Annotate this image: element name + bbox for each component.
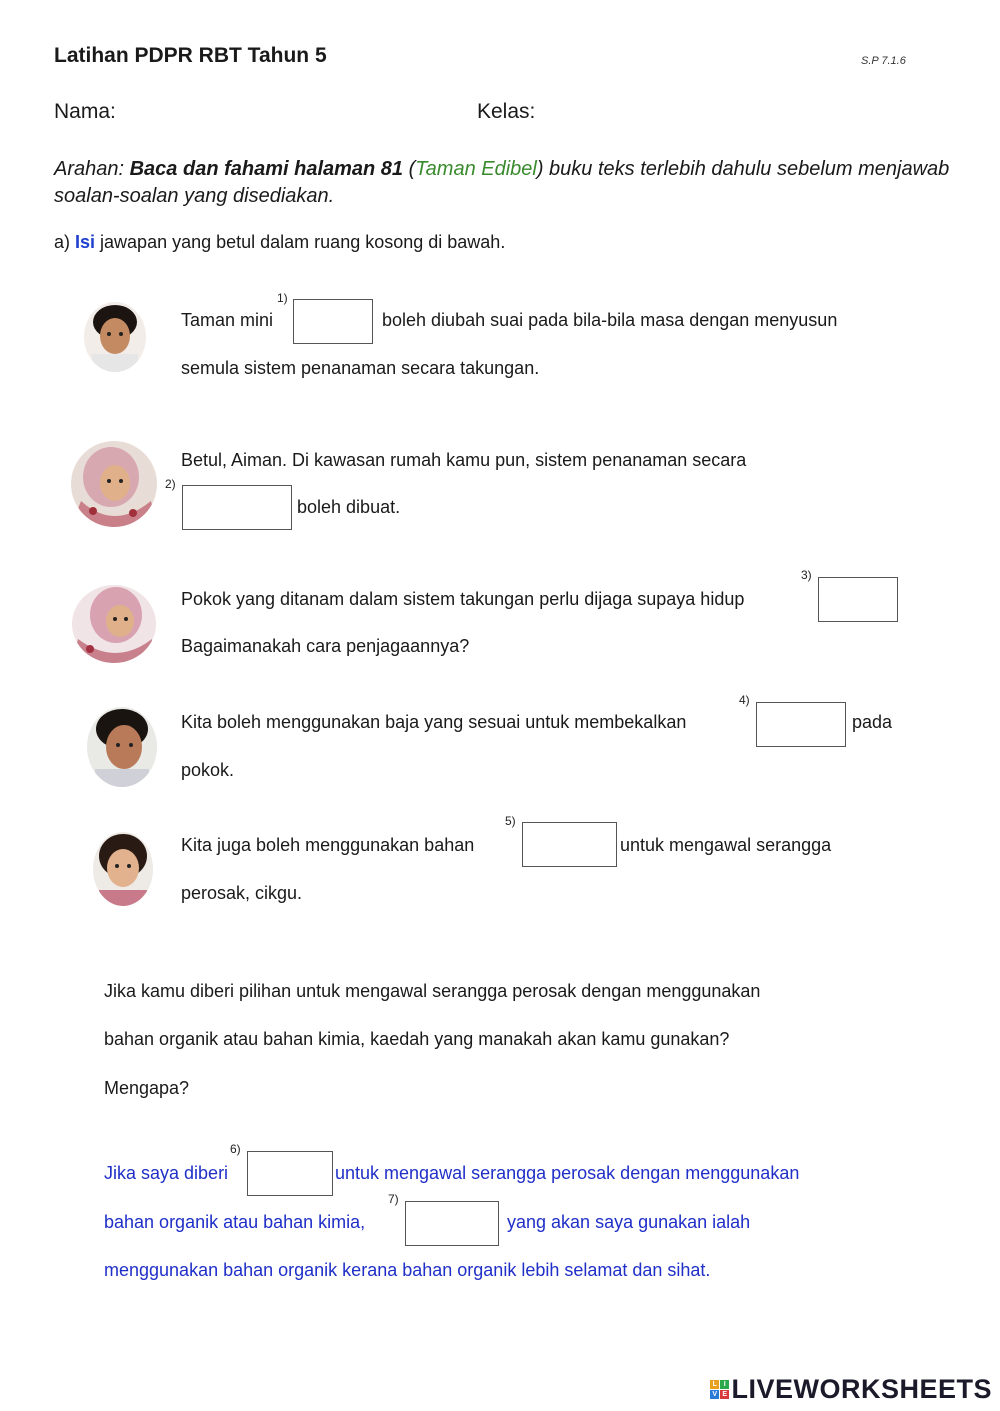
dialogue-3-text-before: Pokok yang ditanam dalam sistem takungan perlu dijaga supaya hidup — [181, 589, 745, 609]
isi-keyword: Isi — [75, 232, 96, 252]
instruction-rest: ) buku teks terlebih dahulu sebelum menjawab soalan-soalan yang disediakan. — [54, 158, 950, 207]
blank-number-2: 2) — [165, 477, 176, 491]
logo-mark-icon — [710, 1380, 729, 1399]
answer-box-5[interactable] — [522, 822, 617, 867]
liveworksheets-logo[interactable] — [710, 1374, 992, 1405]
blank-number-1: 1) — [277, 291, 288, 305]
dialogue-5-line-2: perosak, cikgu. — [181, 883, 303, 903]
instruction — [54, 156, 954, 210]
blank-number-3: 3) — [801, 568, 812, 582]
avatar-girl — [93, 832, 153, 906]
dialogue-4-text-after: pada — [852, 712, 893, 732]
part-a-instruction — [54, 232, 505, 253]
avatar-boy-2 — [87, 707, 157, 787]
nama-label: Nama: — [54, 100, 116, 123]
dialogue-5-text-after: untuk mengawal serangga — [620, 835, 832, 855]
dialogue-1-text-after: boleh diubah suai pada bila-bila masa dengan menyusun — [382, 310, 838, 330]
blank-number-7: 7) — [388, 1192, 399, 1206]
blank-number-4: 4) — [739, 693, 750, 707]
answer-box-1[interactable] — [293, 299, 373, 344]
instruction-paren: ( — [403, 158, 416, 180]
instruction-bold: Baca dan fahami halaman 81 — [129, 158, 404, 180]
dialogue-4-text-before: Kita boleh menggunakan baja yang sesuai untuk membekalkan — [181, 712, 687, 732]
avatar-teacher-2 — [72, 585, 156, 663]
worksheet-title: Latihan PDPR RBT Tahun 5 — [54, 44, 327, 67]
blank-number-5: 5) — [505, 814, 516, 828]
instruction-prefix: Arahan: — [54, 158, 130, 180]
blank-number-6: 6) — [230, 1142, 241, 1156]
question-line-3: Mengapa? — [104, 1078, 190, 1098]
dialogue-1-line-2: semula sistem penanaman secara takungan. — [181, 358, 540, 378]
kelas-label: Kelas: — [477, 100, 536, 123]
dialogue-3-line-2: Bagaimanakah cara penjagaannya? — [181, 636, 470, 656]
answer-line-1-after: untuk mengawal serangga perosak dengan menggunakan — [335, 1163, 800, 1183]
answer-box-2[interactable] — [182, 485, 292, 530]
avatar-teacher — [71, 441, 157, 527]
part-a-label: a) — [54, 232, 76, 252]
answer-line-2-before: bahan organik atau bahan kimia, — [104, 1212, 366, 1232]
avatar-boy-1 — [84, 302, 146, 372]
question-line-2: bahan organik atau bahan kimia, kaedah yang manakah akan kamu gunakan? — [104, 1029, 730, 1049]
logo-mark-i: I — [720, 1380, 729, 1389]
answer-box-7[interactable] — [405, 1201, 499, 1246]
answer-line-2-after: yang akan saya gunakan ialah — [507, 1212, 751, 1232]
book-title: Taman Edibel — [415, 158, 537, 180]
dialogue-2-text-after: boleh dibuat. — [297, 497, 401, 517]
dialogue-4-line-2: pokok. — [181, 760, 235, 780]
answer-box-3[interactable] — [818, 577, 898, 622]
dialogue-5-text-before: Kita juga boleh menggunakan bahan — [181, 835, 475, 855]
answer-line-1-before: Jika saya diberi — [104, 1163, 229, 1183]
dialogue-1-text-before: Taman mini — [181, 310, 274, 330]
answer-line-3: menggunakan bahan organik kerana bahan organik lebih selamat dan sihat. — [104, 1260, 711, 1280]
answer-box-4[interactable] — [756, 702, 846, 747]
answer-box-6[interactable] — [247, 1151, 333, 1196]
logo-mark-e: E — [722, 1391, 728, 1398]
part-a-text: jawapan yang betul dalam ruang kosong di bawah. — [95, 232, 506, 252]
logo-text: LIVEWORKSHEETS — [731, 1374, 992, 1404]
question-line-1: Jika kamu diberi pilihan untuk mengawal serangga perosak dengan menggunakan — [104, 981, 761, 1001]
logo-mark-l: L — [710, 1380, 719, 1389]
logo-mark-v: V — [712, 1391, 718, 1398]
standard-code: S.P 7.1.6 — [861, 55, 906, 67]
dialogue-2-line-1: Betul, Aiman. Di kawasan rumah kamu pun, sistem penanaman secara — [181, 450, 747, 470]
